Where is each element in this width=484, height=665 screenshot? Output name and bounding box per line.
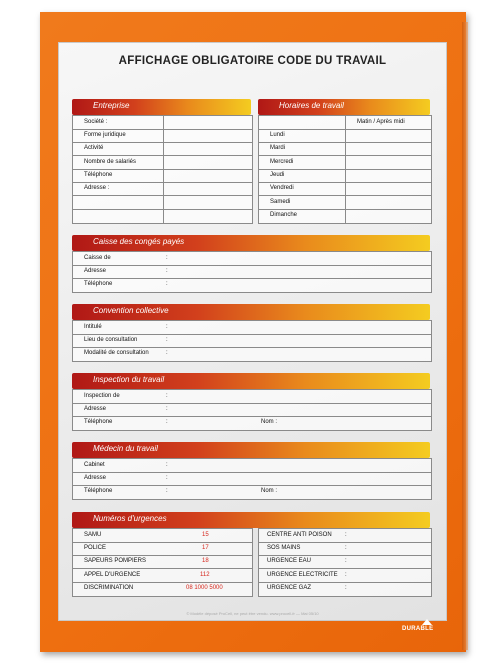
table-row[interactable]: [73, 416, 431, 429]
section-header-conges: [72, 235, 430, 251]
row-label: Caisse de: [84, 255, 111, 261]
colon: :: [166, 419, 168, 425]
colon: :: [345, 532, 347, 538]
section-title: Convention collective: [93, 306, 169, 315]
table-row[interactable]: [259, 209, 431, 222]
row-label: Téléphone: [84, 172, 113, 178]
table-row[interactable]: [73, 529, 252, 543]
table-row[interactable]: [73, 347, 431, 360]
colon: :: [166, 255, 168, 261]
colon: :: [166, 268, 168, 274]
column-header: Matin / Après midi: [357, 119, 405, 125]
table-row[interactable]: [73, 321, 431, 335]
row-label: Nombre de salariés: [84, 159, 137, 165]
table-row[interactable]: [259, 142, 431, 156]
table-row[interactable]: [73, 403, 431, 417]
table-row[interactable]: [259, 156, 431, 170]
row-label: Cabinet: [84, 462, 105, 468]
table-row[interactable]: [73, 265, 431, 279]
colon: :: [345, 585, 347, 591]
section-header-convention: [72, 304, 430, 320]
section-title: Caisse des congés payés: [93, 237, 185, 246]
row-label: Forme juridique: [84, 132, 126, 138]
colon: :: [166, 488, 168, 494]
table-row[interactable]: [73, 156, 252, 170]
table-header-row: [259, 116, 431, 130]
section-title: Horaires de travail: [279, 101, 344, 110]
emergency-label: POLICE: [84, 545, 107, 551]
emergency-number: 112: [200, 572, 210, 578]
brand-logo: DURABLE: [402, 626, 434, 632]
emergency-label: CENTRE ANTI POISON: [267, 532, 332, 538]
section-title: Inspection du travail: [93, 375, 165, 384]
colon: :: [166, 324, 168, 330]
table-row[interactable]: [73, 390, 431, 404]
day-label: Dimanche: [270, 212, 298, 218]
colon: :: [345, 558, 347, 564]
row-label: Modalité de consultation: [84, 350, 149, 356]
day-label: Lundi: [270, 132, 285, 138]
section-header-urgences: [72, 512, 430, 528]
row-label: Adresse: [84, 406, 107, 412]
colon: :: [166, 406, 168, 412]
row-label: Téléphone: [84, 488, 113, 494]
row-label: Téléphone: [84, 419, 113, 425]
table-row[interactable]: [73, 169, 252, 183]
emergency-label: APPEL D'URGENCE: [84, 572, 141, 578]
entreprise-table: [72, 115, 253, 224]
table-row[interactable]: [259, 529, 431, 543]
table-row[interactable]: [73, 459, 431, 473]
row-label: Intitulé: [84, 324, 102, 330]
row-label: Adresse :: [84, 185, 110, 191]
day-label: Mardi: [270, 145, 286, 151]
section-header-entreprise: [72, 99, 251, 115]
emergency-number: 18: [202, 558, 209, 564]
emergency-number: 15: [202, 532, 209, 538]
section-title: Numéros d'urgences: [93, 514, 167, 523]
day-label: Vendredi: [270, 185, 294, 191]
table-row[interactable]: [259, 542, 431, 556]
table-row[interactable]: [73, 542, 252, 556]
horaires-table: [258, 115, 432, 224]
table-row[interactable]: [73, 116, 252, 130]
table-row[interactable]: [73, 485, 431, 498]
row-label: Activité: [84, 145, 104, 151]
table-row[interactable]: [73, 472, 431, 486]
colon: :: [166, 393, 168, 399]
emergency-label: DISCRIMINATION: [84, 585, 134, 591]
emergency-label: URGENCE GAZ: [267, 585, 312, 591]
table-row[interactable]: [73, 196, 252, 210]
page-title: AFFICHAGE OBLIGATOIRE CODE DU TRAVAIL: [118, 55, 387, 67]
row-label: Lieu de consultation: [84, 337, 138, 343]
table-row[interactable]: [73, 334, 431, 348]
row-label: Téléphone: [84, 281, 113, 287]
table-row[interactable]: [73, 129, 252, 143]
colon: :: [166, 337, 168, 343]
emergency-number: 08 1000 5000: [186, 585, 223, 591]
colon: :: [166, 475, 168, 481]
table-row[interactable]: [73, 582, 252, 595]
medecin-table: [72, 458, 432, 500]
poster-sheet: [58, 42, 447, 621]
section-title: Entreprise: [93, 101, 130, 110]
table-row[interactable]: [73, 278, 431, 291]
emergency-label: SOS MAINS: [267, 545, 301, 551]
copyright-footer: © Modèle déposé ProCell, ne peut être vendu. www.procell-fr — Mai 05/10: [186, 611, 319, 616]
section-header-medecin: [72, 442, 430, 458]
urgences-left-table: [72, 528, 253, 597]
day-label: Samedi: [270, 199, 291, 205]
brand-logo-icon: [422, 619, 432, 625]
row-label: Société :: [84, 119, 108, 125]
table-row[interactable]: [73, 209, 252, 222]
nom-label: Nom :: [261, 419, 278, 425]
row-label: Adresse: [84, 268, 107, 274]
emergency-label: SAMU: [84, 532, 102, 538]
day-label: Mercredi: [270, 159, 294, 165]
table-row[interactable]: [259, 582, 431, 595]
display-frame: [40, 12, 466, 652]
conges-table: [72, 251, 432, 293]
emergency-number: 17: [202, 545, 209, 551]
colon: :: [166, 350, 168, 356]
section-header-inspection: [72, 373, 430, 389]
table-row[interactable]: [259, 555, 431, 569]
table-row[interactable]: [73, 555, 252, 569]
colon: :: [345, 545, 347, 551]
table-row[interactable]: [73, 142, 252, 156]
inspection-table: [72, 389, 432, 431]
table-row[interactable]: [259, 129, 431, 143]
table-row[interactable]: [73, 252, 431, 266]
frame-edge: [462, 22, 468, 650]
urgences-right-table: [258, 528, 432, 597]
emergency-label: SAPEURS POMPIERS: [84, 558, 147, 564]
nom-label: Nom :: [261, 488, 278, 494]
row-label: Adresse: [84, 475, 107, 481]
row-label: Inspection de: [84, 393, 120, 399]
section-title: Médecin du travail: [93, 444, 158, 453]
table-row[interactable]: [259, 169, 431, 183]
day-label: Jeudi: [270, 172, 285, 178]
colon: :: [166, 462, 168, 468]
table-row[interactable]: [259, 569, 431, 583]
colon: :: [345, 572, 347, 578]
table-row[interactable]: [259, 196, 431, 210]
convention-table: [72, 320, 432, 362]
colon: :: [166, 281, 168, 287]
section-header-horaires: [258, 99, 430, 115]
emergency-label: URGENCE EAU: [267, 558, 312, 564]
emergency-label: URGENCE ELECTRICITE: [267, 572, 338, 578]
table-row[interactable]: [73, 569, 252, 583]
table-row[interactable]: [73, 182, 252, 196]
table-row[interactable]: [259, 182, 431, 196]
